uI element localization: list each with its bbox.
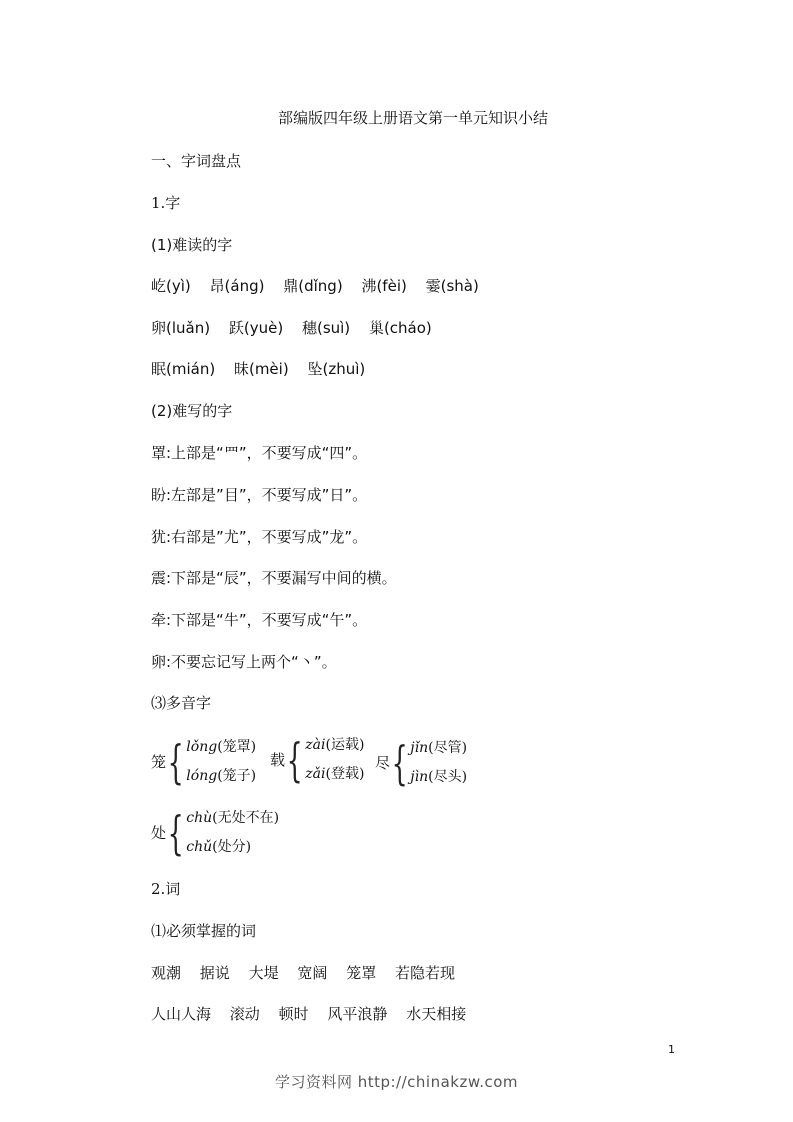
hard-write-line: 卵:不要忘记写上两个“丶”。 bbox=[151, 653, 337, 671]
hard-write-line: 震:下部是“辰”，不要漏写中间的横。 bbox=[151, 569, 397, 587]
heading-hard-to-read: (1)难读的字 bbox=[151, 236, 233, 254]
hard-read-row bbox=[151, 317, 432, 338]
word: 若隐若现 bbox=[394, 964, 455, 982]
word: 风平浪静 bbox=[327, 1005, 388, 1023]
hard-read-row bbox=[151, 275, 479, 296]
hard-read-row bbox=[151, 358, 365, 379]
char-entry: 沸(fèi) bbox=[361, 277, 407, 295]
char-entry: 穗(suì) bbox=[301, 319, 351, 337]
polyphone-option: chǔ(处分) bbox=[186, 839, 252, 855]
polyphone-option: zài(运载) bbox=[305, 737, 365, 753]
char-entry: 坠(zhuì) bbox=[307, 360, 366, 378]
hard-write-line: 牵:下部是“牛”，不要写成“午”。 bbox=[151, 611, 368, 629]
word: 据说 bbox=[199, 964, 230, 982]
section-heading-word-review: 一、字词盘点 bbox=[151, 152, 242, 170]
polyphone-option: chù(无处不在) bbox=[186, 810, 280, 826]
page-number: 1 bbox=[668, 1043, 675, 1056]
polyphone-group bbox=[151, 735, 256, 788]
word-row bbox=[151, 1003, 466, 1024]
document-title: 部编版四年级上册语文第一单元知识小结 bbox=[277, 109, 548, 127]
hard-write-line: 犹:右部是”尤”，不要写成”龙”。 bbox=[151, 528, 368, 546]
word: 宽阔 bbox=[297, 964, 328, 982]
polyphone-option: lǒng(笼罩) bbox=[186, 739, 257, 755]
char-entry: 昧(mèi) bbox=[233, 360, 289, 378]
hard-write-line: 罩:上部是“罒”，不要写成“四”。 bbox=[151, 444, 368, 462]
char-entry: 巢(cháo) bbox=[368, 319, 432, 337]
polyphone-group bbox=[375, 736, 467, 789]
polyphone-char: 尽 bbox=[375, 754, 391, 772]
brace: { bbox=[167, 805, 184, 860]
brace: { bbox=[167, 734, 184, 789]
char-entry: 眠(mián) bbox=[151, 360, 216, 378]
subheading-words: 2.词 bbox=[151, 880, 181, 898]
polyphone-option: zǎi(登载) bbox=[305, 766, 365, 782]
char-entry: 昂(áng) bbox=[209, 277, 265, 295]
char-entry: 屹(yì) bbox=[151, 277, 191, 295]
polyphone-option: lóng(笼子) bbox=[186, 768, 257, 784]
word: 滚动 bbox=[229, 1005, 260, 1023]
polyphone-option: jǐn(尽管) bbox=[410, 740, 468, 756]
polyphone-option: jìn(尽头) bbox=[410, 769, 468, 785]
word: 观潮 bbox=[151, 964, 182, 982]
polyphone-char: 载 bbox=[270, 751, 286, 769]
brace: { bbox=[286, 732, 303, 787]
word: 大堤 bbox=[248, 964, 279, 982]
footer-watermark: 学习资料网 http://chinakzw.com bbox=[274, 1073, 519, 1091]
word-row bbox=[151, 962, 455, 983]
hard-write-line: 盼:左部是”目”，不要写成”日”。 bbox=[151, 486, 368, 504]
polyphone-group bbox=[270, 733, 364, 786]
char-entry: 卵(luǎn) bbox=[151, 319, 211, 337]
word: 笼罩 bbox=[346, 964, 377, 982]
polyphone-char: 笼 bbox=[151, 753, 167, 771]
polyphone-char: 处 bbox=[151, 824, 167, 842]
heading-hard-to-write: (2)难写的字 bbox=[151, 402, 233, 420]
heading-must-master-words: ⑴必须掌握的词 bbox=[151, 922, 257, 940]
polyphone-group bbox=[151, 806, 279, 859]
word: 人山人海 bbox=[151, 1005, 212, 1023]
heading-polyphones: ⑶多音字 bbox=[151, 694, 212, 712]
subheading-characters: 1.字 bbox=[151, 194, 181, 212]
word: 顿时 bbox=[278, 1005, 309, 1023]
char-entry: 跃(yuè) bbox=[228, 319, 284, 337]
word: 水天相接 bbox=[406, 1005, 467, 1023]
char-entry: 鼎(dǐng) bbox=[283, 277, 343, 295]
char-entry: 霎(shà) bbox=[425, 277, 479, 295]
brace: { bbox=[391, 735, 408, 790]
